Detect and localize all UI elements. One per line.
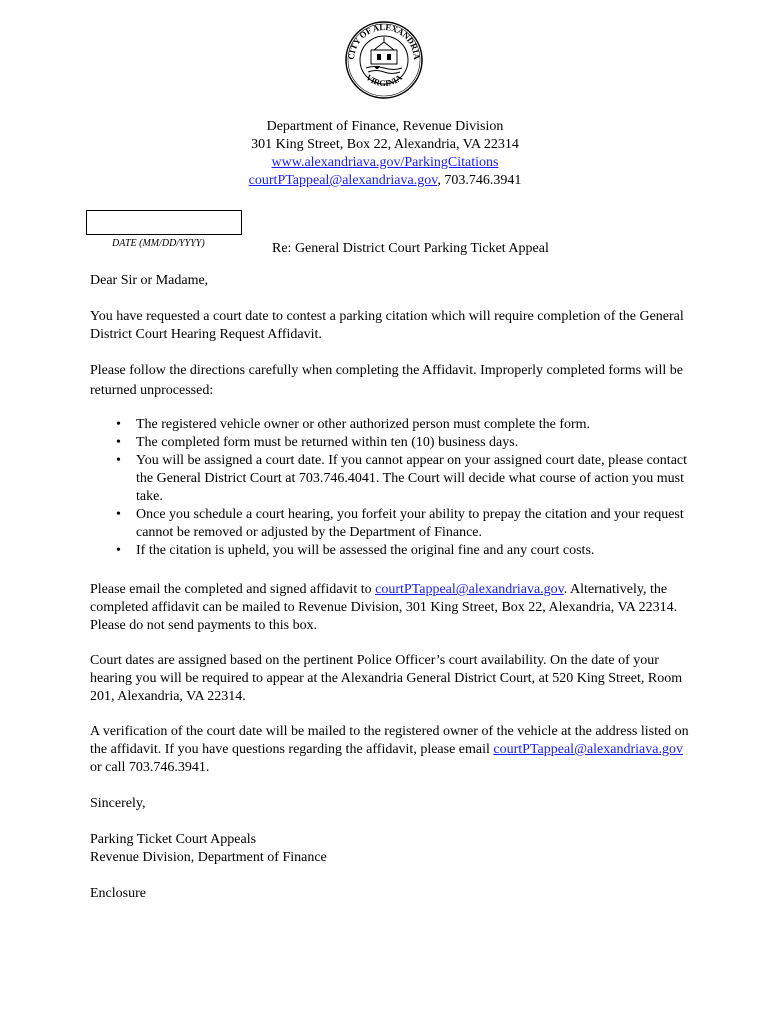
signature-office: Parking Ticket Court Appeals (90, 832, 257, 847)
department-line: Department of Finance, Revenue Division (266, 119, 504, 134)
list-item: • Once you schedule a court hearing, you forfeit your ability to prepay the citation and your request cannot be removed or adjusted by the Department of Finance. (112, 506, 690, 542)
enclosure-note: Enclosure (90, 886, 146, 901)
phone-text: , 703.746.3941 (437, 173, 522, 188)
address-line: 301 King Street, Box 22, Alexandria, VA 22314 (251, 137, 519, 152)
email-link[interactable]: courtPTappeal@alexandriava.gov (493, 742, 683, 757)
list-item: • You will be assigned a court date. If you cannot appear on your assigned court date, please contact the General District Court at 703.746.4041. The Court will decide what course of action you must take. (112, 452, 690, 506)
verification-paragraph (90, 723, 690, 777)
closing: Sincerely, (90, 796, 146, 811)
list-item: • The completed form must be returned within ten (10) business days. (112, 434, 690, 452)
email-instructions-text: Please email the completed and signed affidavit to (90, 582, 376, 597)
list-item: • If the citation is upheld, you will be assessed the original fine and any court costs. (112, 542, 690, 560)
svg-text:VIRGINIA: VIRGINIA (364, 72, 404, 89)
signature-block (90, 831, 690, 867)
date-field[interactable] (86, 210, 242, 235)
subject-line: Re: General District Court Parking Ticket Appeal (272, 241, 549, 256)
email-instructions-paragraph (90, 581, 690, 635)
directions-paragraph: Please follow the directions carefully when completing the Affidavit. Improperly completed forms will be returned unprocessed: (90, 363, 684, 398)
mail-instructions-text: . Alternatively, the completed affidavit can be mailed to Revenue Division, 301 King Street, Box 22, Alexandria, VA 22314. Please do not send payments to this box. (90, 582, 678, 633)
verification-text: A verification of the court date will be mailed to the registered owner of the vehicle at the address listed on the affidavit. If you have questions regarding the affidavit, please email (90, 724, 689, 757)
city-seal-logo (344, 20, 424, 100)
letterhead (0, 118, 770, 190)
intro-paragraph: You have requested a court date to contest a parking citation which will require completion of the General District Court Hearing Request Affidavit. (90, 309, 684, 342)
email-link[interactable]: courtPTappeal@alexandriava.gov (375, 582, 564, 597)
instructions-list (112, 416, 690, 560)
contact-line (0, 172, 770, 190)
website-link[interactable]: www.alexandriava.gov/ParkingCitations (271, 155, 499, 170)
svg-text:CITY OF ALEXANDRIA: CITY OF ALEXANDRIA (345, 21, 423, 61)
list-item: • The registered vehicle owner or other authorized person must complete the form. (112, 416, 690, 434)
salutation: Dear Sir or Madame, (90, 273, 209, 288)
signature-division: Revenue Division, Department of Finance (90, 850, 327, 865)
email-link[interactable]: courtPTappeal@alexandriava.gov (248, 173, 438, 188)
court-dates-paragraph: Court dates are assigned based on the pertinent Police Officer’s court availability. On the date of your hearing you will be required to appear at the Alexandria General District Court, at 520 King Street, Room 201, Alexandria, VA 22314. (90, 653, 683, 704)
date-field-label: DATE (MM/DD/YYYY) (112, 238, 205, 249)
phone-text: or call 703.746.3941. (90, 760, 210, 775)
